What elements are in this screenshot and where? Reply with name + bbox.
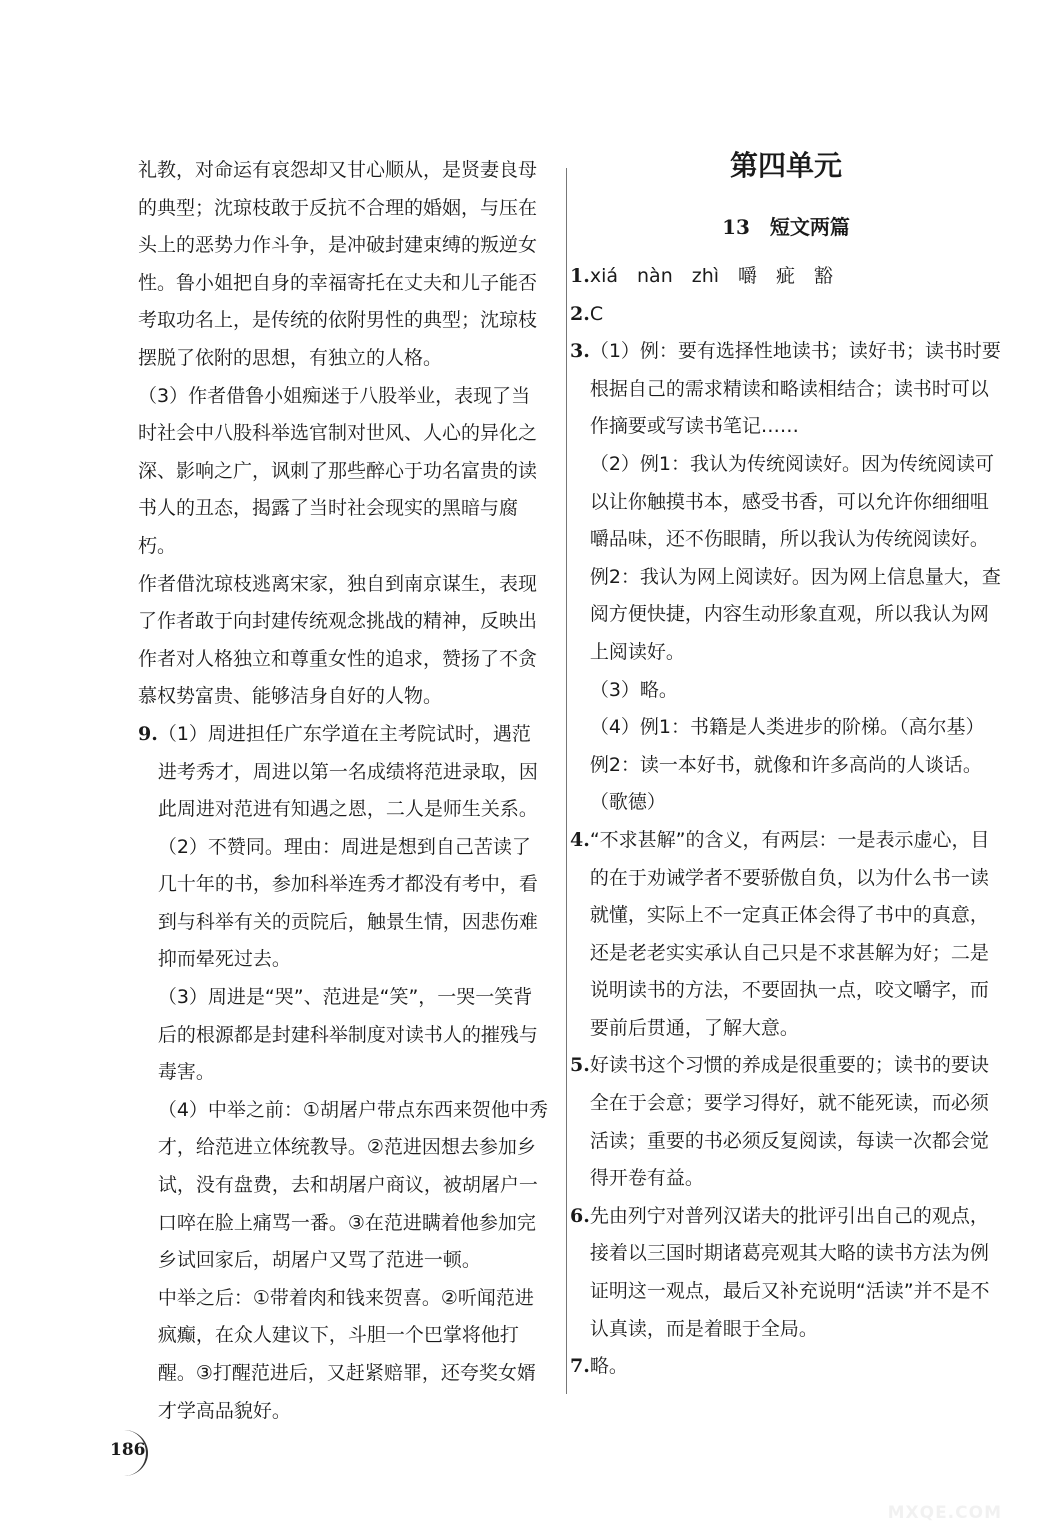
answer-9-4: （4）中举之前：①胡屠户带点东西来贺他中秀才，给范进立体统教导。②范进因想去参加乡试，没有盘费，去和胡屠户商议，被胡屠户一口啐在脸上痛骂一番。③在范进瞒着他参加完乡试回家后，胡屠户又骂了范进一顿。 [157,1098,548,1272]
watermark-logo [855,1450,1020,1525]
column-divider [566,168,567,1394]
question-number: 9. [138,722,158,745]
answer-9-3: （3）周进是“哭”、范进是“笑”，一哭一笑背后的根源都是封建科举制度对读书人的摧残与毒害。 [157,986,538,1084]
answer-9-4-after: 中举之后：①带着肉和钱来贺喜。②听闻范进疯癫，在众人建议下，斗胆一个巴掌将他打醒。③打醒范进后，又赶紧赔罪，还夸奖女婿才学高品貌好。 [157,1286,536,1422]
answer-7: 略。 [589,1355,628,1378]
question-number: 3. [570,340,590,363]
question-number: 5. [570,1054,590,1077]
question-3 [570,333,1002,822]
question-7 [570,1348,1002,1386]
question-1 [570,258,1002,296]
answer-8-3-cont: 作者借沈琼枝逃离宋家，独自到南京谋生，表现了作者敢于向封建传统观念挑战的精神，反映出作者对人格独立和尊重女性的追求，赞扬了不贪慕权势富贵、能够洁身自好的人物。 [138,572,538,708]
page-number: 186 [110,1440,146,1460]
answer-9-1: （1）周进担任广东学道在主考院试时，遇范进考秀才，周进以第一名成绩将范进录取，因此周进对范进有知遇之恩，二人是师生关系。 [157,722,538,821]
left-column [138,152,548,1430]
question-number: 7. [570,1355,590,1378]
answer-4: “不求甚解”的含义，有两层：一是表示虚心，目的在于劝诫学者不要骄傲自负，以为什么书一读就懂，实际上不一定真正体会得了书中的真意，还是老老实实承认自己只是不求甚解为好；二是说明读书的方法，不要固执一点，咬文嚼字，而要前后贯通，了解大意。 [589,828,990,1039]
question-2 [570,296,1002,334]
unit-title: 第四单元 [729,149,842,182]
lesson-title: 13 短文两篇 [722,215,850,239]
question-6 [570,1198,1002,1348]
question-number: 1. [570,265,590,287]
answer-6: 先由列宁对普列汉诺夫的批评引出自己的观点，接着以三国时期诸葛亮观其大略的读书方法为例证明这一观点，最后又补充说明“活读”并不是不认真读，而是着眼于全局。 [589,1204,990,1340]
answer-3-2-example-1: （2）例1：我认为传统阅读好。因为传统阅读可以让你触摸书本，感受书香，可以允许你细细咀嚼品味，还不伤眼睛，所以我认为传统阅读好。 [589,452,995,551]
answer-3-4-example-2: 例2：读一本好书，就像和许多高尚的人谈话。（歌德） [589,753,982,814]
answer-3-2-example-2: 例2：我认为网上阅读好。因为网上信息量大，查阅方便快捷，内容生动形象直观，所以我认为网上阅读好。 [589,565,1001,663]
answer-3-3: （3）略。 [589,678,678,701]
question-number: 2. [570,302,590,325]
answer-8-3: （3）作者借鲁小姐痴迷于八股举业，表现了当时社会中八股科举选官制对世风、人心的异化之深、影响之广，讽刺了那些醉心于功名富贵的读书人的丑态，揭露了当时社会现实的黑暗与腐朽。 [138,384,538,557]
answer-continuation: 礼教，对命运有哀怨却又甘心顺从，是贤妻良母的典型；沈琼枝敢于反抗不合理的婚姻，与压在头上的恶势力作斗争，是冲破封建束缚的叛逆女性。鲁小姐把自身的幸福寄托在丈夫和儿子能否考取功名上，是传统的依附男性的典型；沈琼枝摆脱了依附的思想，有独立的人格。 [138,159,538,369]
right-column [570,149,1002,1386]
question-5 [570,1047,1002,1197]
question-number: 6. [570,1204,590,1227]
answer-3-4-example-1: （4）例1：书籍是人类进步的阶梯。（高尔基） [589,716,985,739]
answer-2: C [589,302,604,325]
answer-9-2: （2）不赞同。理由：周进是想到自己苦读了几十年的书，参加科举连秀才都没有考中，看到与科举有关的贡院后，触景生情，因悲伤难抑而晕死过去。 [157,835,538,971]
question-4 [570,822,1002,1048]
answer-3-1: （1）例：要有选择性地读书；读好书；读书时要根据自己的需求精读和略读相结合；读书时可以作摘要或写读书笔记…… [589,340,1001,438]
watermark-text: MXQE.COM [887,1503,1002,1523]
question-9 [138,716,548,1430]
question-number: 4. [570,828,590,851]
answer-5: 好读书这个习惯的养成是很重要的；读书的要诀全在于会意；要学习得好，就不能死读，而必须活读；重要的书必须反复阅读，每读一次都会觉得开卷有益。 [589,1054,989,1190]
answer-1: xiá nàn zhì 嚼 疵 豁 [589,265,834,287]
